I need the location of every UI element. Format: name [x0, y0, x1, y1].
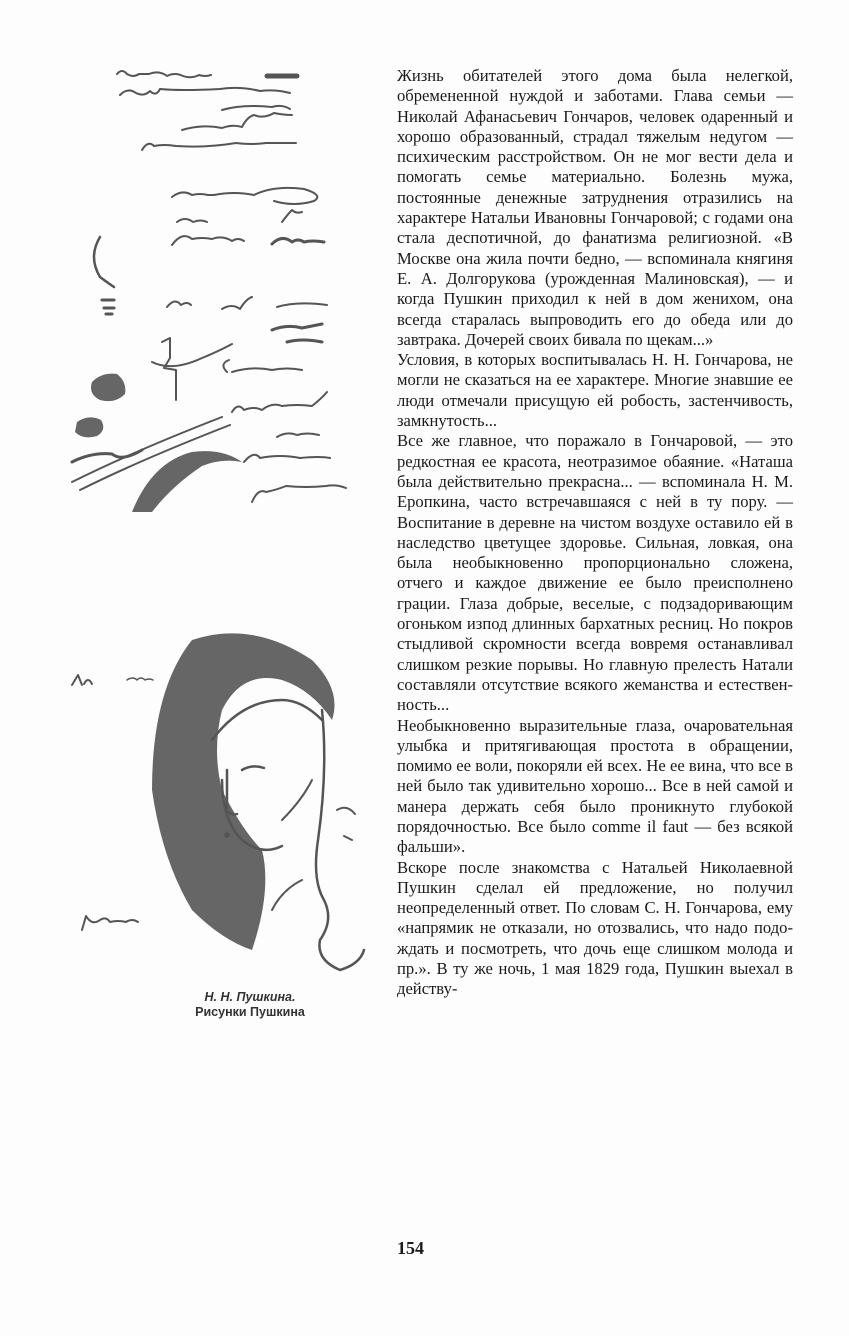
handwriting-line: [120, 88, 290, 95]
portrait-illustration: [62, 610, 392, 980]
profile-outline: [337, 808, 355, 840]
profile-outline: [316, 710, 364, 970]
handwriting-line: [222, 106, 290, 110]
paragraph: Условия, в которых воспитывалась Н. Н. Гончарова, не могли не сказаться на ее характере. Многие знавшие ее люди отмечали присущую ей робость, застенчивость, замкнутость...: [397, 350, 793, 431]
hair-hatching: [152, 633, 335, 950]
handwriting-line: [172, 236, 244, 245]
body-text: [397, 66, 793, 1000]
sketch-stroke: [72, 450, 142, 462]
page-number: 154: [397, 1238, 424, 1258]
handwriting-line: [272, 324, 322, 342]
handwriting-line: [167, 301, 191, 307]
handwriting-line: [177, 219, 207, 222]
handwriting-line: [172, 188, 317, 204]
portrait-drawing: [62, 610, 392, 980]
sketch-shape: [91, 374, 125, 401]
sketch-stroke: [94, 237, 114, 287]
figure-caption: [150, 990, 350, 1020]
facial-feature: [224, 832, 230, 838]
facial-feature: [227, 766, 264, 814]
handwriting-line: [182, 113, 292, 130]
paragraph: Все же главное, что поражало в Гончаровой, — это редкостная ее красота, неотразимое обаяние. «Наташа была действительно прекрасна... — вспоминала Н. М. Еропкина, часто встречавшаяся с ней в ту пору. — Воспитание в деревне на чистом воздухе оставило ей в наследство цветущее здоровье. Сильная, ловкая, она была необыкновенно пропорционально сложена, отчего и каждое движение ее было преисполнено грации. Глаза добрые, веселые, с подзадоривающим огоньком изпод длинных бархатных ресниц. Но покров стыдливой скромности всегда вовремя останавливал слишком резкие порывы. Но главную прелесть Натали составляли отсутствие всякого жеманства и естественность...: [397, 431, 793, 715]
handwriting-line: [244, 455, 330, 462]
manuscript-illustration: [62, 62, 392, 512]
sketch-shape: [132, 451, 242, 512]
sketch-stroke: [152, 338, 232, 400]
handwriting-line: [223, 360, 302, 372]
handwriting-line: [232, 392, 327, 412]
handwriting-line: [117, 71, 211, 77]
handwriting-line: [252, 485, 346, 502]
paragraph: Жизнь обитателей этого дома была нелегкой, обремененной нуждой и заботами. Глава семьи — Николай Афанасьевич Гончаров, человек одаренный и хорошо образованный, страдал тяжелым недугом — психическим расстройством. Он не мог вести дела и помогать семье материально. Болезнь мужа, постоянные денежные затруднения отразились на характере Натальи Ивановны Гончаровой; с годами она стала деспотичной, до фанатизма религиозной. «В Москве она жила почти бедно, — вспоминала княгиня Е. А. Долгорукова (урожденная Малиновская), — и когда Пушкин приходил к ней в дом женихом, она всегда старалась выпроводить его до обеда или до завтрака. Дочерей своих бивала по щекам...»: [397, 66, 793, 349]
handwriting-mark: [82, 916, 138, 930]
handwriting-line: [222, 297, 327, 309]
caption-name: Н. Н. Пушкина.: [204, 990, 296, 1004]
face-outline: [212, 700, 322, 740]
sketch-stroke: [272, 780, 312, 910]
paragraph: Вскоре после знакомства с Натальей Николаевной Пушкин сделал ей предложение, но получил неопределенный ответ. По словам С. Н. Гончарова, ему «напрямик не отказали, но отозвались, что надо подождать и посмотреть, что дочь еще слишком молода и пр.». В ту же ночь, 1 мая 1829 года, Пушкин выехал в действу-: [397, 857, 793, 999]
handwriting-line: [282, 210, 302, 222]
caption-subtitle: Рисунки Пушкина: [195, 1005, 305, 1019]
handwriting-line: [277, 433, 319, 437]
handwriting-mark: [127, 678, 153, 680]
handwriting-mark: [72, 675, 92, 685]
sketch-stroke: [102, 300, 114, 314]
paragraph: Необыкновенно выразительные глаза, очаровательная улыбка и притягивающая простота в обращении, помимо ее воли, покоряли ей всех. Не ее вина, что все в ней было так удивительно хорошо... Все в ней самой и манера держать себя было проникнуто глубокой порядочностью. Все было comme il faut — без всякой фальши».: [397, 715, 793, 857]
manuscript-drawing: [62, 62, 392, 512]
sketch-shape: [75, 417, 103, 437]
handwriting-line: [272, 238, 324, 244]
handwriting-line: [142, 143, 296, 150]
